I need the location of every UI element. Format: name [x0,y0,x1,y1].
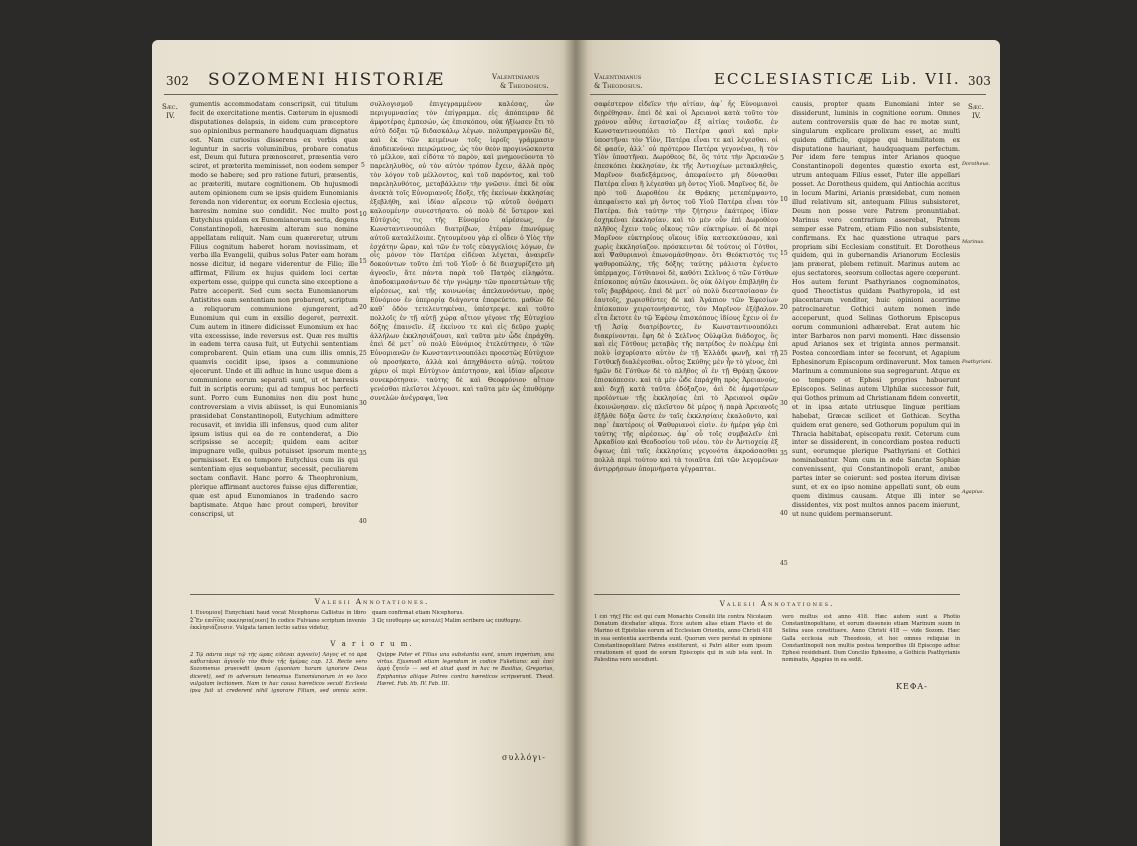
left-line-number: 40 [359,518,367,525]
right-margin-saeculum: Sæc. [968,103,984,111]
right-running-title: ECCLESIASTICÆ Lib. VII. [714,70,961,88]
right-line-number: 30 [780,400,788,407]
book-spread [152,40,1000,846]
left-line-number: 35 [359,450,367,457]
right-margin-note: Agapius. [962,489,984,495]
right-margin-note: Dorotheus. [962,161,990,167]
right-line-number: 25 [780,350,788,357]
right-margin-century: IV. [972,112,981,120]
right-greek-column: σαφέστερον εἰδεῖεν τὴν αἰτίαν, ἀφ᾽ ἧς Εὐνομιανοὶ διῃρέθησαν. ἐπεὶ δὲ καὶ οἱ Ἀρειανοὶ κατὰ τοῦτο τὸν χρόνον αὖθις ἐστασίαζον ἐξ αἰτίας τοιᾶσδε. ἐν Κωνσταντινουπόλει τὸ Πατέρα φασὶ καὶ πρὶν ὑποστῆναι τὸν Υἱὸν, Πατέρα εἶναι τε καὶ λέγεσθαι. οἱ δὲ φασίν, ἀλλ᾽ οὐ πρότερον Πατέρα γεγονέναι, ἢ τὸν Υἱὸν ὑποστῆναι. Δωρόθεος δὲ, ὃς τότε τὴν Ἀρειανῶν ἐπεσκόπει ἐκκλησίαν, ἐκ τῆς Ἀντιοχέων μετακληθεὶς, Μαρῖνον διαδεξάμενος, ἀπεφαίνετο μὴ δύνασθαι Πατέρα εἶναι ἢ λέγεσθαι μὴ ὄντος Υἱοῦ. Μαρῖνος δὲ, ὃν πρὸ τοῦ Δωροθέου ἐκ Θρᾴκης μετεπέμψαντο, ἀπεφαίνετο καὶ μὴ ὄντος τοῦ Υἱοῦ Πατέρα εἶναι τὸν Πατέρα. διὰ ταύτην τὴν ζήτησιν ἑκάτερος ἰδίαν ἐσχηκέναι ἐκκλησίαν. καὶ τὸ μὲν οὖν ἐπὶ Δωροθέου πλῆθος ἔχειν τοὺς οἴκους τῶν εὐκτηρίων. οἱ δὲ περὶ Μαρῖνον εὐκτηρίους οἴκους ἰδίᾳ κατεσκεύασαν, καὶ χωρὶς ἐκκλησίαζον. πρόσκεινται δὲ τούτοις οἱ Γότθοι, καὶ Ψαθυριανοὶ ἐπωνομάσθησαν. ὅτι Θεόκτιστός τις ψαθυροπώλης, τῆς δόξης ταύτης μάλιστα ἐγένετο ὑπέρμαχος. Γότθιανοὶ δὲ, καθότι Σελῖνος ὁ τῶν Γότθων ἐπίσκοπος αὐτῶν ἐκοινώνει. ὃς οὐκ ὀλίγον ἐπιβλήθη ἐν τοῖς βαρβάροις. ἐπεὶ δὲ μετ᾽ οὐ πολὺ διεστασίασαν ἐν ἑαυτοῖς, χωρισθέντες δὲ καὶ Ἀγάπιον τῶν Ἐφεσίων ἐπίσκοπον χειροτονήσαντες, τὸν Μαρῖνον ἐξέβαλον. εἶτα ἔκτοτε ἐν τῷ Ἐφέσῳ ἐπισκόπους ἰδίους ἔχειν οἱ ἐν τῇ Ἀσίᾳ διατρίβοντες, ἐν Κωνσταντινουπόλει διακρίνονται. ἔφη δὲ ὁ Σελῖνος Οὐλφίλα διάδοχος, ὃς καὶ εἰς Γότθους μεταβὰς τῆς πατρίδος ἐν πολέμῳ ἐπὶ πολὺ ἰσχυρίσατο αὐτὸν ἐν τῇ Ἑλλάδι φωνῇ, καὶ τῇ Γοτθικῇ διαλέγεσθαι. οὗτος Σκύθης μὲν ἦν τὸ γένος, ἐπὶ ἡμῶν δὲ Γότθων δὲ τὸ πλῆθος οἳ ἐν τῇ Θρᾴκῃ ᾤκουν ἐπισκόπεσεν. καὶ τὰ μὲν ὧδε ἐπράχθη πρὸς Ἀρειανούς, καὶ διχῇ κατὰ ταῦτα ἐδόξαζον, ἀεὶ δὲ ἀμφοτέρων προϊόντων τῆς ἐκκλησίας ἐπὶ τὸ Ἀρειανοὶ σφῶν ἐκοινώνησαν. εἰς πλεῖστον δὲ μέρος ἡ παρὰ Ἀρειανοῖς ἐξῆλθε δόξα ὥστε ἐν ταῖς ἐκκλησίαις ἐκαλοῦντο, καὶ παρ᾽ ἑκατέροις οἱ Ψαθυριανοὶ εἰσὶν. ἐν ἡμέρα γάρ ἐπὶ ταύτης τῆς αἱρέσεως. ἀφ᾽ οὗ τοῖς συμβαλεῖν ἐπὶ Ἀρκαδίου καὶ Θεοδοσίου τοῦ νέου. τὸν ἐν Ἀντιοχείᾳ ἐξ ὄψεως ἐπὶ ταῖς ἐκκλησίαις γεγονότα ἀκροάσασθαι πολλὰ περὶ τούτου καὶ τὰ τοιαῦτα ἐπὶ τῶν λεγομένων ἀντιρρήσεων ὑπομνήματα γέγραπται. [594,100,778,474]
right-header-reign-1: Valentinianus [594,73,642,81]
book-gutter [564,40,588,846]
left-variorum-notes: 2 Τῷ πάντα περὶ τῷ τῆς ὥρας εἰδέναι ἀγνοεῖν] Λόγος et τὸ ἀρὰ καθιστάναι ἀγνοεῖν τὸν Θεὸν τῆς ἡμέρας cap. 13. Recte vero Sozomenus praecedit ipsum (quoniam horam ignorare Deus diceret), sed in adversum teneamus Eunomianorum in eo loco vulgatam lectionem. Nam in hac causa hæreticos secuti Ecclesia ipsa fuit ut crederent nihil ignorare Filium, sed omnia scire. Quippe Pater et Filius una substantia sunt, unum imperium, una virtus. Ejusmodi etiam legendum in codice Fuketiano: καὶ ἐπεὶ ὁρμὴ ζητεῖν — sed et aliud quod in hac re Basilius, Gregorius, Epiphanius aliique Patres contra hæreticos scripserunt. Theod. Hæret. Fab. lib. IV. Fab. III. [190,652,554,695]
left-annotation: 2 Ἐν ἑαυτοῖς ἐκκλησίαζουσι] In codice Fulviano scriptum invenio ἐκκλησιάζουσιν. Vulgata tamen lectio satius videtur, [190,618,366,632]
right-annotations-title: Valesii Annotationes. [719,600,835,608]
left-line-number: 20 [359,304,367,311]
left-latin-column: gumentis accommodatam conscripsit, cui titulum fecit de exercitatione mentis. Cæterum in ejusmodi disputationes delapsis, in eidem cum præceptore suo opinionibus permanere haudquaquam dignatus est. Nam curiosius disserens ex verbis quæ leguntur in sacris voluminibus, probare conatus est, Deum qui futura prænosceret, præsentia vero sciret, et præterita meminisset, non eodem semper modo se habere; sed pro ratione futuri, præsentis, ac præteriti, mutare cognitionem. Ob hujusmodi autem opinionem cum se ipsis quidem Eunomianis ferenda non viderentur, ex eorum Ecclesia ejectus, hæresim nomine suo condidit. Nec multo post Eutychius quidam ex Eunomianorum secta, degens Constantinopoli, hæresim alteram suo nomine appellatam reliquit. Nam cum quæreretur, utrum Filius cognitum haberet horam novissimam, et verba illa Evangelii, quibus solus Pater eam horam nosse dicitur, id negare viderentur de Filio; ille affirmat, Filium ex hujus quidem loci certæ expertem esse, quippe qui cuncta sine exceptione a Patre acceperit. Sed cum secta Eunomianorum Antistites eam sententiam non probarent, scriptum a reliquorum communione ejungerent, ad Eunomium qui cum in exsilio degeret, perrexit. Cum autem in itinere didicisset Eunomium ex hac vita excessisse, inde reversus est. Quæ res multis in eadem terra causa fuit, ut Eutychii sententiam comprobarent. Quin etiam una cum illis omnis, quamvis cecidit ipse, ipsos a communione ejecerunt. Unde et illi adhuc in hunc usque diem a communione eorum separati sunt, ut et hæresis fuit in scriptis eorum; qui ad tempus hoc perfecti sunt. Porro cum Eunomius non diu post hunc controversiam a vivis abiisset, is qui Eunomianis præsidebat Constantinopoli, Eutychium admittere recusavit, et invidia illi infensus, quod cum aliter ipsum istius qui ea de re contenderat, a Dio scripsisse se accepit; quidem eam aciter impugnare velle, quibus potuisset ipsorum mente permisisset. Ex eo tempore Eutychius cum iis qui sententiam ejus sequebantur, secessit, peculiarem sectam conflavit. Hanc porro & Theophronium, plerique affirmant auctores fuisse ejus differentiæ, quæ est apud Eunomianos in tradendo sacro baptismate. Atque hæc prout comperi, breviter conscripsi, ut [190,100,358,518]
left-catchword: συλλόγι- [502,753,546,762]
right-page-number: 303 [968,74,991,88]
left-variorum-title: V a r i o r u m. [330,640,414,648]
left-line-number: 10 [359,211,367,218]
right-catchword: ΚΕΦΑ- [896,682,928,691]
right-page [576,40,1000,846]
left-line-number: 15 [359,258,367,265]
left-header-reign-2: & Theodosius. [500,82,549,90]
left-header-rule [164,94,558,95]
left-greek-column: συλλογισμοῦ ἐπιγεγραμμένον καλέσας, ὧν περιγυμνασίας τὸν ἐπίγραμμα. εἰς ἀπόπειραν δὲ ἀμφοτέρας ἐμπεσών, ὡς ἐπισκόπου, οὐκ ἠξίωσεν ἔτι τὸ αὐτὸ δόξαι τῷ διδασκάλῳ λέγων. πολυπραγμονῶν δὲ, καὶ ἐκ τῶν κειμένων τοῖς ἱεροῖς γράμμασιν ἀποδεικνύναι πειρώμενος, ὡς τὸν θεὸν προγινώσκοντα τὸ μέλλον, καὶ εἰδότα τὸ παρὸν, καὶ μνημονεύοντα τὸ παρεληλυθὸς, οὐ τὸν αὐτὸν τρόπον ἔχειν, ἀλλὰ πρὸς τὸν λόγον τοῦ μέλλοντος, καὶ τοῦ παρόντος, καὶ τοῦ παρεληλυθότος, μεταβάλλειν τὴν γνῶσιν. ἐπεὶ δὲ οὐκ ἀνεκτὰ τοῖς Εὐνομιανοῖς ἔδοξε, τῆς ἐκείνων ἐκκλησίας ἐξεβλήθη, καὶ ἰδίαν αἵρεσιν τῷ αὐτοῦ ὀνόματι καλουμένην συνεστήσατο. οὐ πολὺ δὲ ὕστερον καὶ Εὐτύχιός τις τῆς Εὐνομίου αἱρέσεως, ἐν Κωνσταντινουπόλει διατρίβων, ἑτέραν ἐπωνύμως αὐτοῦ καταλέλοιπε. ζητουμένου γὰρ εἰ οἶδεν ὁ Υἱὸς τὴν ἐσχάτην ὥραν, καὶ τῶν ἐν τοῖς εὐαγγελίοις λόγων, ἐν οἷς μόνον τὸν Πατέρα εἰδέναι λέγεται, ἀναιρεῖν δοκούντων τοῦτο ἐπὶ τοῦ Υἱοῦ· ὁ δὲ διισχυρίζετο μὴ ἀγνοεῖν, ἅτε πάντα παρὰ τοῦ Πατρὸς εἰληφότα. ἀποδοκιμασάντων δὲ τὴν γνώμην τῶν προεστώτων τῆς αἱρέσεως, καὶ τῆς κοινωνίας ἀπελαυνόντων, πρὸς Εὐνόμιον ἐν ὑπερορίᾳ διάγοντα ἐπορεύετο. μαθὼν δὲ καθ᾽ ὁδὸν τετελευτηκέναι, ὑπέστρεψε. καὶ τοῦτο πολλοῖς ἐν τῇ αὐτῇ χώρᾳ αἴτιον γέγονε τῆς Εὐτυχίου δόξης ἐπαινεῖν. ἐξ ἐκείνου τε καὶ εἰς δεῦρο χωρὶς ἀλλήλων ἐκκλησιάζουσι, καὶ ταῦτα μὲν ὧδε ἐπράχθη. ἐπεὶ δὲ μετ᾽ οὐ πολὺ Εὐνόμιος ἐτελεύτησεν, ὁ τῶν Εὐνομιανῶν ἐν Κωνσταντινουπόλει προεστὼς Εὐτύχιον οὐ προσήκατο, ἀλλὰ καὶ ἀπηχθάνετο αὐτῷ. τούτου χάριν οἱ περὶ Εὐτύχιον ἀπέστησαν, καὶ ἰδίαν αἵρεσιν συνεκρότησαν. ταύτης δὲ καὶ Θεοφρόνιον αἴτιον γενέσθαι πλεῖστοι λέγουσι. καὶ ταῦτα μὲν ὡς ἐπυθόμην συνελὼν ἀνέγραψα, ἵνα [370,100,554,402]
left-annotations-rule [190,594,554,595]
left-page-number: 302 [166,74,189,88]
right-margin-note: Psathyriani. [962,359,993,365]
right-annotation: 1 ἐπὶ τῆς] Hic est qui cum Monachis Consilii lite contra Nicolaum Donatum dicebatur aliqua. Ecce autem alias etiam Flavio et de Marino et Epistolas eorum ad Ecclesiam Orientis, anno Christi 418 in sua sententia ascribenda sunt. Quorum vero perstat in opinione Constantinopolitani Patres exstiterunt, si Patri aliter eum ipsum creationem et quod de eorum Episcopis qui in sub ista sunt. In Palestina vero secedunt. [594,614,772,664]
right-latin-column: causis, propter quam Eunomiani inter se dissiderunt, luminis in cognitione eorum. Omnes autem controversiis quæ de hac re motæ sunt, singularum explicare prolixum esset, ac multi quidem difficile, quippe qui humilitatem ex disputatione hauriant, haudquaquam perfectum. Per idem fere tempus inter Arianos quoque Constantinopoli degentes quæstio exorta est, utrum antequam Filius esset, Pater ille appellari posset. Ac Dorotheus quidem, qui Antiochia accitus in locum Marini, Arianis præsidebat, cum nomen illud relativum sit, antequam Filius subsisteret, Deum non posse vere Patrem pronuntiabat. Marinus vero contrarium asserebat, Patrem semper esse Patrem, etiam Filio non subsistente, confirmans. Ex hac quæstione utraque pars propriam sibi Ecclesiam constituit. Et Dorotheus quidem, qui in gubernandis Arianorum Ecclesiis jam præerat, plebem retinuit. Marinus autem ac ejus sectatores, seorsum collectas agere cœperunt. Hos autem ferunt Psathyrianos cognominatos, quod Theoctistus quidam Psathyropola, id est placentarum venditor, huic opinioni acerrime patrocinaretur. Gothici autem nomen inde acceperunt, quod Selinas Gothorum Episcopus eorum communioni adhærebat. Erat autem hic inter Barbaros non parvi momenti. Hæc dissensio apud Arianos sex et triginta annos permansit. Postea concordiam inter se fecerunt, et Agapium Ephesinorum Episcopum ordinaverunt. Mox tamen Marinum a communione sua segregarunt. Atque ex eo tempore et Ephesi proprios habuerunt Episcopos. Selinas autem Ulphilæ successor fuit, qui Gothos primum ad Christianam fidem convertit, et in ipsa ætate utriusque linguæ peritiam habebat, Græcæ scilicet et Gothicæ. Scytha quidem erat genere, sed Gothorum populum qui in Thracia habitabat, episcopatu rexit. Ceterum cum inter se dissiderent, in concordiam postea reducti sunt, eorumque plerique Psathyriani et Gothici nominabantur. Nam cum in æde Sanctæ Sophiæ convenissent, qui Constantinopoli erant, ambæ partes inter se coierunt: sed postea iterum divisæ sunt, et ex eo ipso nomine appellati sunt, ob eum quem diximus causam. Atque illi inter se dissidentes, vix post multos annos pacem inierunt, ut nunc quidem permanserunt. [792,100,960,518]
right-line-number: 15 [780,250,788,257]
right-header-rule [590,94,986,95]
left-page [152,40,576,846]
left-annotations-title: Valesii Annotationes. [314,598,430,606]
left-margin-century: IV. [166,112,175,120]
right-line-number: 5 [780,155,784,162]
left-line-number: 5 [361,162,365,169]
left-annotation: quam confirmat etiam Nicephorus. [372,610,464,616]
left-annotation: 3 Ὡς ἐπύθομην ὡς καταλέ] Malim scribere ὡς ἐπύθομην. [372,618,522,624]
left-header-reign-1: Valentinianus [492,73,540,81]
right-line-number: 20 [780,304,788,311]
left-running-title: SOZOMENI HISTORIÆ [208,70,446,90]
left-margin-saeculum: Sæc. [162,103,178,111]
right-line-number: 45 [780,560,788,567]
right-annotation: vero multus est anno 418. Hæc autem sunt a Photio Constantinopolitano, et eorum dissensio etiam Marinum suum in Selina suos constituere. Anno Christi 418 — vide Sozom. Hæc Galla ecclesia sub Theodosio, et hoc omnes reliquiæ in Constantinopoli non multis postea temporibus illi Episcopo adhuc Ephesi residebant. Dum Concilio Ephesino, a Gothicis Psathyrianis nominatis, Agapius in ea sedit. [782,614,960,664]
right-header-reign-2: & Theodosius. [594,82,643,90]
right-margin-note: Marinus. [962,239,985,245]
left-line-number: 25 [359,350,367,357]
left-annotation: 1 Εὐνομίου] Eunychiani haud vocat Nicephorus Callistus in libro [190,610,366,616]
right-line-number: 10 [780,196,788,203]
right-line-number: 35 [780,450,788,457]
left-line-number: 30 [359,400,367,407]
right-line-number: 40 [780,510,788,517]
right-annotations-rule [594,594,960,595]
